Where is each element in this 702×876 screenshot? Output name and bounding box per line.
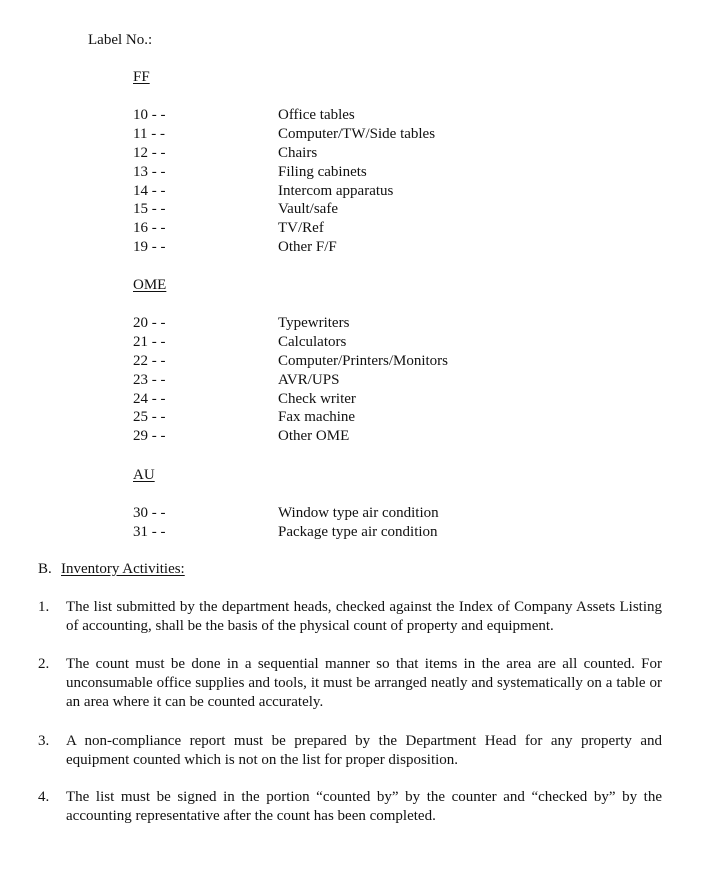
code-description: Intercom apparatus [278,182,394,199]
section-b-title: Inventory Activities: [61,561,185,577]
item-text: A non-compliance report must be prepared by the Department Head for any property and equipment counted which is not on the list for proper disposition. [66,733,662,768]
code-number: 14 - - [133,182,166,199]
code-description: Package type air condition [278,523,438,540]
code-number: 31 - - [133,523,166,540]
code-row [0,125,702,144]
code-row [0,427,702,446]
code-row [0,333,702,352]
code-number: 30 - - [133,505,166,521]
item-number: 4. [38,789,50,805]
item-number: 1. [38,599,50,615]
code-list-au [0,504,702,542]
code-description: Window type air condition [278,505,439,521]
section-heading-ome: OME [133,277,167,293]
code-description: Chairs [278,144,318,161]
code-number: 16 - - [133,220,166,237]
code-description: Vault/safe [278,201,338,218]
code-number: 23 - - [133,371,166,388]
code-list-ome [0,314,702,446]
code-number: 13 - - [133,163,166,180]
item-number: 3. [38,733,50,749]
code-row [0,371,702,390]
code-description: AVR/UPS [278,371,340,388]
section-heading-ff: FF [133,69,150,85]
code-description: Office tables [278,107,355,123]
code-description: Other F/F [278,239,337,256]
code-row [0,390,702,409]
code-number: 20 - - [133,315,166,331]
code-description: Filing cabinets [278,163,367,180]
code-description: Calculators [278,333,347,350]
code-row [0,182,702,201]
code-number: 12 - - [133,144,166,161]
code-row [0,408,702,427]
code-row [0,163,702,182]
label-no-heading: Label No.: [88,32,153,48]
code-description: Fax machine [278,409,356,426]
section-heading-au: AU [133,467,155,483]
section-b-heading [38,560,185,578]
item-text: The list must be signed in the portion “counted by” by the counter and “checked by” by the accounting representative after the count has been completed. [66,789,662,824]
code-row [0,504,702,523]
code-number: 29 - - [133,428,166,445]
code-row [0,523,702,542]
code-description: Other OME [278,428,350,445]
code-number: 15 - - [133,201,166,218]
code-row [0,238,702,257]
code-description: Computer/TW/Side tables [278,125,436,142]
code-description: TV/Ref [278,220,324,237]
code-row [0,200,702,219]
item-text: The list submitted by the department heads, checked against the Index of Company Assets Listing of accounting, shall be the basis of the physical count of property and equipment. [66,599,662,634]
code-description: Computer/Printers/Monitors [278,352,448,369]
code-row [0,219,702,238]
code-row [0,352,702,371]
section-b-letter: B. [38,561,52,577]
code-number: 21 - - [133,333,166,350]
code-row [0,106,702,125]
code-number: 22 - - [133,352,166,369]
item-text: The count must be done in a sequential manner so that items in the area are all counted. For unconsumable office supplies and tools, it must be arranged neatly and systematically on a table or an area where it can be counted accurately. [66,656,662,710]
code-number: 19 - - [133,239,166,256]
code-row [0,314,702,333]
code-description: Typewriters [278,315,350,331]
code-list-ff [0,106,702,257]
code-number: 25 - - [133,409,166,426]
code-number: 11 - - [133,125,165,142]
item-number: 2. [38,656,50,672]
code-number: 24 - - [133,390,166,407]
code-description: Check writer [278,390,356,407]
code-row [0,144,702,163]
code-number: 10 - - [133,107,166,123]
